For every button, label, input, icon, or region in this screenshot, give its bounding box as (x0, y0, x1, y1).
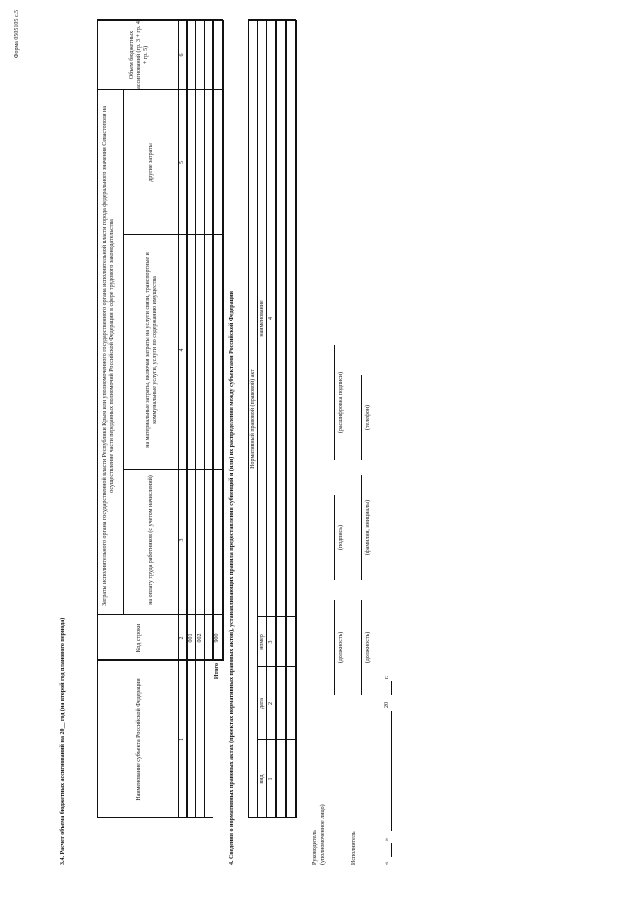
head-label-sub: (уполномоченное лицо) (320, 804, 326, 865)
form-code: Форма 0505105 с.5 (14, 10, 20, 59)
total-volume-column-header: Объем бюджетных ассигнований (гр. 3 + гр. 4 + гр. 5) (128, 21, 149, 89)
legal-column-number-3: 3 (268, 640, 274, 644)
subject-column-header: Наименование субъекта Российской Федерации (135, 678, 142, 801)
head-label: Руководитель (312, 830, 318, 865)
column-number-1: 1 (179, 738, 185, 741)
legal-act-group-header: Нормативный правовой (правовой) акт (250, 369, 256, 469)
executor-name-caption: (фамилия, инициалы) (365, 499, 371, 556)
section-title: 3.4. Расчет объема бюджетных ассигнований на 20__ год (на второй год планового периода) (60, 617, 66, 865)
column-number-4: 4 (179, 348, 185, 352)
legal-act-type-header: вид (259, 774, 265, 784)
head-position-caption: (должность) (338, 631, 344, 664)
legal-column-number-4: 4 (268, 317, 274, 320)
head-name-caption: (расшифровка подписи) (338, 371, 344, 434)
legal-column-number-1: 1 (268, 777, 274, 781)
row-code: 001 (188, 633, 194, 643)
legal-act-name-header: наименование (259, 300, 265, 337)
legal-act-number-header: номер (259, 634, 265, 650)
material-column-header: на материальные затраты, включая затраты на услуги связи, транспортные и коммунальные услуги, услуги по содержанию имущества (144, 252, 158, 448)
date-year-prefix: 20 (384, 702, 390, 708)
column-number-6: 6 (179, 53, 185, 57)
section2-title: 4. Сведения о нормативных правовых актах (проектах нормативных правовых актов), устанавливающих правила предоставления субвенций и (или) их распределения между субъектами Российской Федерации (229, 291, 235, 865)
date-quote-close: » (384, 838, 390, 841)
column-number-3: 3 (179, 538, 185, 542)
total-row-code: 900 (214, 633, 220, 643)
legal-act-date-header: дата (259, 698, 265, 709)
row-code: 002 (197, 633, 203, 643)
executor-position-caption: (должность) (365, 631, 371, 664)
column-number-5: 5 (179, 161, 185, 164)
executor-phone-caption: (телефон) (365, 404, 371, 431)
total-row-label: Итого (214, 663, 220, 680)
head-signature-caption: (подпись) (338, 525, 344, 550)
column-number-2: 2 (179, 636, 185, 640)
row-code-column-header: Код строки (135, 623, 142, 653)
date-quote-open: « (384, 862, 390, 865)
legal-column-number-2: 2 (268, 702, 274, 705)
wages-column-header: на оплату труда работников (с учетом начислений) (148, 475, 154, 605)
other-column-header: другие затраты (148, 143, 154, 182)
executor-label: Исполнитель (351, 831, 357, 865)
date-year-suffix: г. (384, 675, 390, 679)
expenses-group-header: Затраты исполнительного органа государственной власти Республики Крым или уполномоченного государственного органа исполнительной власти города федерального значения Севастополя на осуществление части переданных полномочий Российской Федерации в сфере трудового законодательства (102, 106, 115, 606)
